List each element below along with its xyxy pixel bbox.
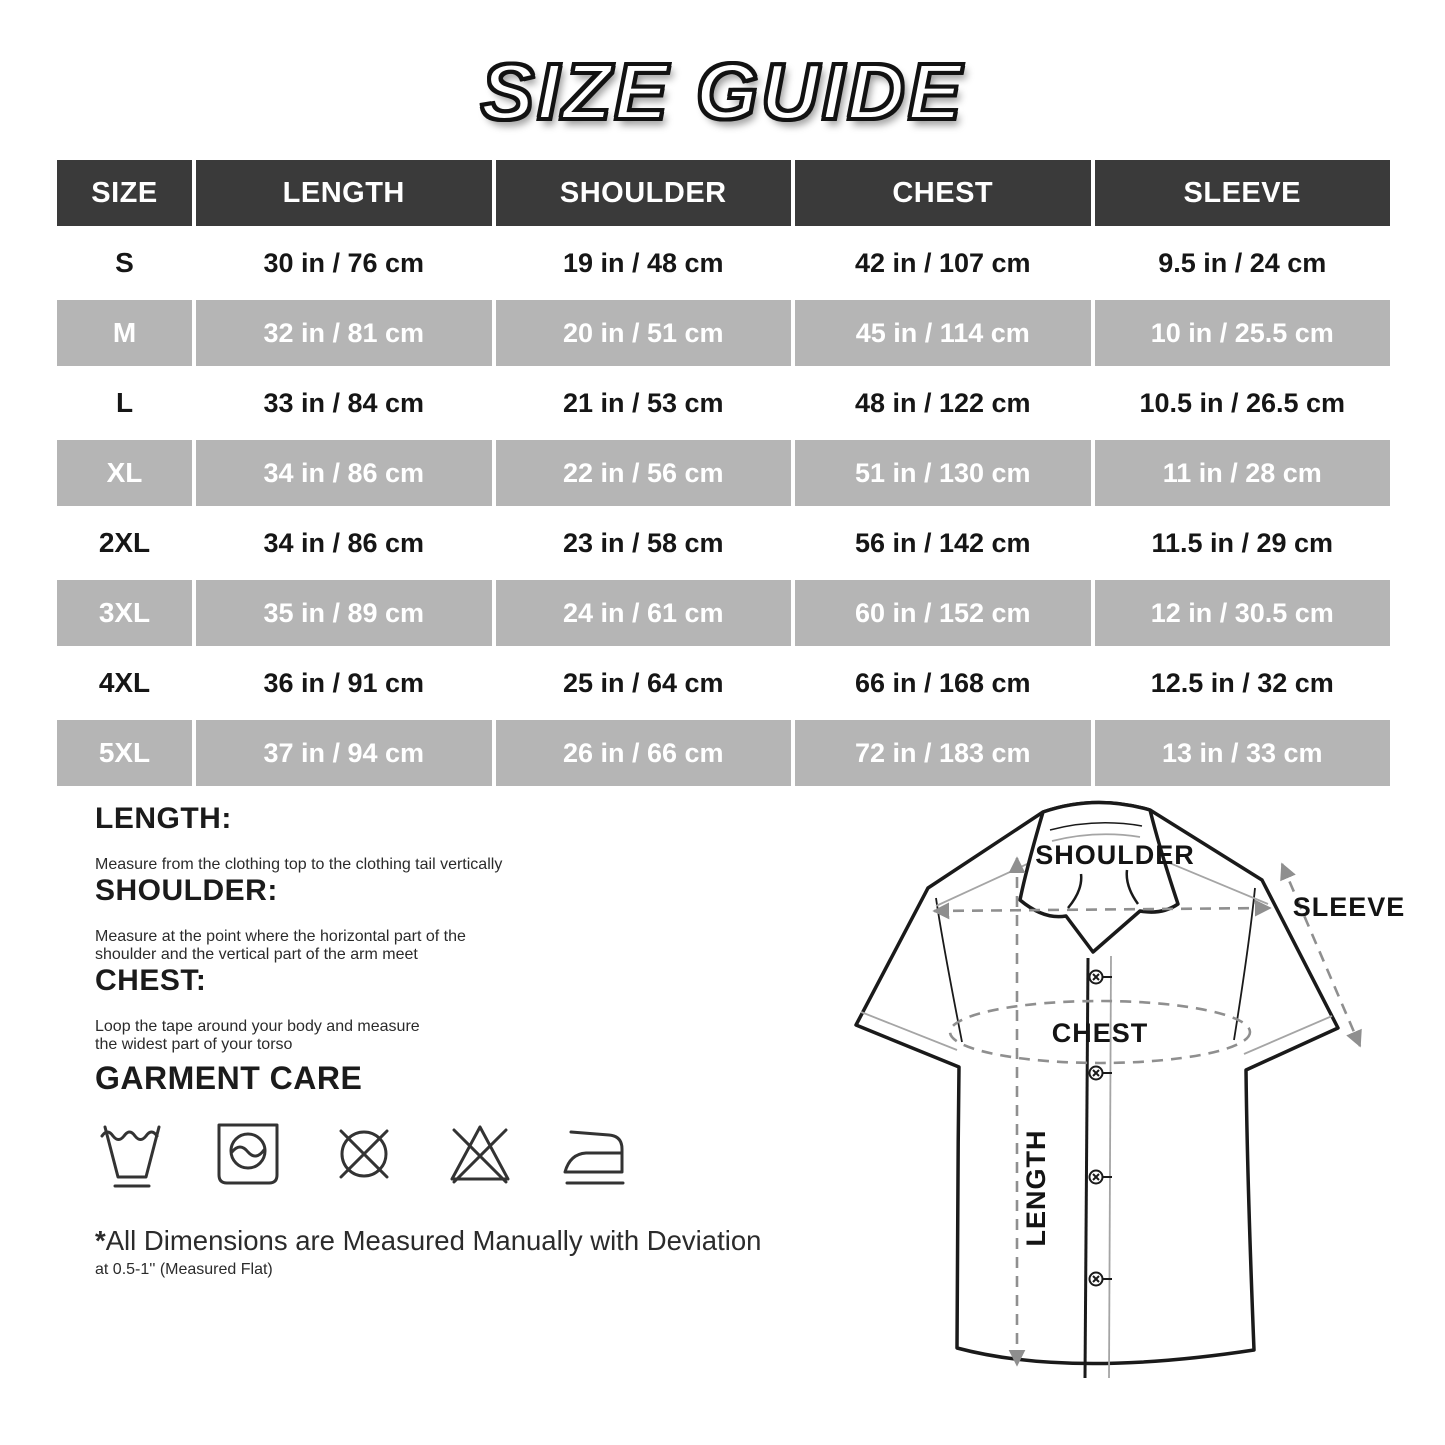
garment-care-heading: GARMENT CARE: [95, 1060, 363, 1096]
table-cell: 11.5 in / 29 cm: [1095, 510, 1391, 576]
table-cell: 60 in / 152 cm: [795, 580, 1091, 646]
chest-heading: CHEST:: [95, 964, 207, 997]
table-cell: 10.5 in / 26.5 cm: [1095, 370, 1391, 436]
table-cell: 21 in / 53 cm: [496, 370, 792, 436]
size-table: [57, 160, 1390, 786]
table-cell: 2XL: [57, 510, 192, 576]
garment-care-icons: [95, 1111, 885, 1195]
table-cell: 9.5 in / 24 cm: [1095, 230, 1391, 296]
table-cell: 66 in / 168 cm: [795, 650, 1091, 716]
length-heading: LENGTH:: [95, 802, 232, 835]
do-not-bleach-icon: [443, 1115, 517, 1195]
deviation-note: *All Dimensions are Measured Manually with Deviation: [95, 1225, 762, 1256]
table-cell: 23 in / 58 cm: [496, 510, 792, 576]
table-cell: 24 in / 61 cm: [496, 580, 792, 646]
table-cell: 32 in / 81 cm: [196, 300, 492, 366]
table-cell: 11 in / 28 cm: [1095, 440, 1391, 506]
hand-wash-icon: [95, 1115, 169, 1195]
table-cell: 35 in / 89 cm: [196, 580, 492, 646]
table-cell: 30 in / 76 cm: [196, 230, 492, 296]
header-sleeve: SLEEVE: [1095, 160, 1391, 226]
table-cell: 36 in / 91 cm: [196, 650, 492, 716]
table-cell: 34 in / 86 cm: [196, 510, 492, 576]
table-cell: 26 in / 66 cm: [496, 720, 792, 786]
table-cell: 3XL: [57, 580, 192, 646]
table-cell: 12 in / 30.5 cm: [1095, 580, 1391, 646]
page-title: SIZE GUIDE: [480, 47, 965, 136]
header-size: SIZE: [57, 160, 192, 226]
table-cell: 13 in / 33 cm: [1095, 720, 1391, 786]
table-cell: 34 in / 86 cm: [196, 440, 492, 506]
table-cell: M: [57, 300, 192, 366]
chest-label: CHEST: [1051, 1018, 1149, 1048]
table-cell: 51 in / 130 cm: [795, 440, 1091, 506]
table-cell: S: [57, 230, 192, 296]
header-shoulder: SHOULDER: [496, 160, 792, 226]
table-cell: 45 in / 114 cm: [795, 300, 1091, 366]
do-not-dry-clean-icon: [327, 1115, 401, 1195]
table-cell: 10 in / 25.5 cm: [1095, 300, 1391, 366]
table-cell: 25 in / 64 cm: [496, 650, 792, 716]
table-cell: L: [57, 370, 192, 436]
iron-icon: [559, 1115, 633, 1195]
measurement-instructions: LENGTH: Measure from the clothing top to the clothing tail vertically SHOULDER: Measure at the point where the horizontal part of the shoulder and the vertical part of the arm meet CHEST: Loop the tape around your body and measure the widest part of your torso GARMENT CARE *All Dimensions are Measured Manually with Deviation at 0.5-1'' (Measured Flat): [95, 802, 885, 1279]
header-length: LENGTH: [196, 160, 492, 226]
header-chest: CHEST: [795, 160, 1091, 226]
table-cell: 20 in / 51 cm: [496, 300, 792, 366]
table-cell: 42 in / 107 cm: [795, 230, 1091, 296]
table-cell: 37 in / 94 cm: [196, 720, 492, 786]
table-cell: 72 in / 183 cm: [795, 720, 1091, 786]
shoulder-heading: SHOULDER:: [95, 874, 278, 907]
table-cell: 4XL: [57, 650, 192, 716]
shirt-diagram: [830, 780, 1445, 1445]
table-cell: 5XL: [57, 720, 192, 786]
table-cell: 33 in / 84 cm: [196, 370, 492, 436]
table-cell: 22 in / 56 cm: [496, 440, 792, 506]
machine-wash-gentle-icon: [211, 1115, 285, 1195]
table-cell: 12.5 in / 32 cm: [1095, 650, 1391, 716]
length-label: LENGTH: [1021, 1129, 1051, 1247]
table-cell: 56 in / 142 cm: [795, 510, 1091, 576]
table-cell: 48 in / 122 cm: [795, 370, 1091, 436]
sleeve-label: SLEEVE: [1292, 892, 1406, 922]
shoulder-label: SHOULDER: [1035, 840, 1195, 870]
table-cell: XL: [57, 440, 192, 506]
table-cell: 19 in / 48 cm: [496, 230, 792, 296]
